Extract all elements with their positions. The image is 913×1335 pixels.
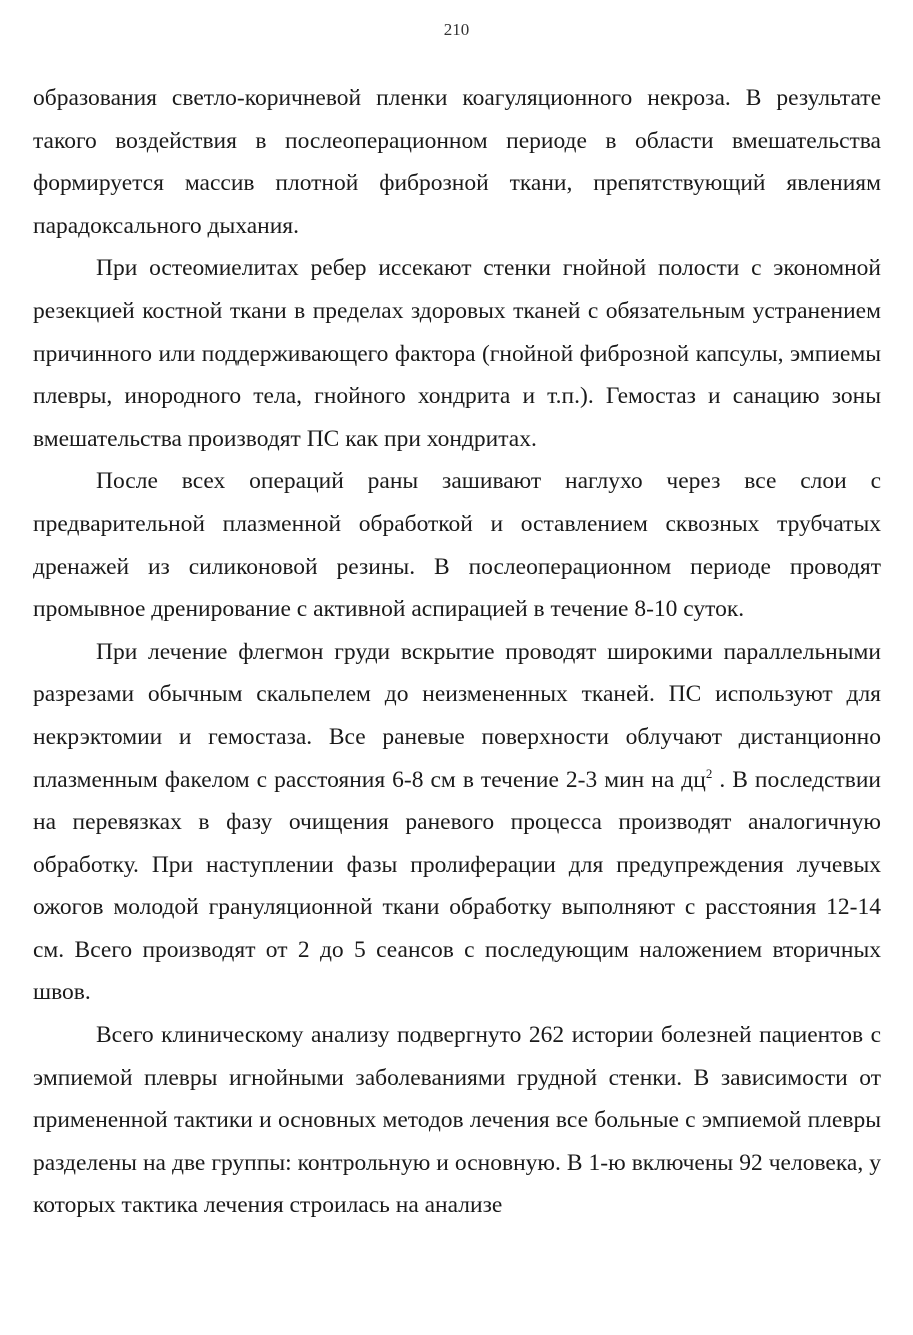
- paragraph-3: После всех операций раны зашивают наглухо через все слои с предварительной плазменной обработкой и оставлением сквозных трубчатых дренажей из силиконовой резины. В послеоперационном периоде проводят промывное дренирование с активной аспирацией в течение 8-10 суток.: [33, 468, 881, 623]
- superscript-2: 2: [705, 765, 713, 781]
- paragraph-1: образования светло-коричневой пленки коагуляционного некроза. В результате такого воздействия в послеоперационном периоде в области вмешательства формируется массив плотной фиброзной ткани, препятствующий явлениям парадоксального дыхания.: [33, 85, 881, 239]
- paragraph-4-text-end: . В последствии на перевязках в фазу очищения раневого процесса производят аналогичную обработку. При наступлении фазы пролиферации для предупреждения лучевых ожогов молодой грануляционной ткани обработку выполняют с расстояния 12-14 см. Всего производят от 2 до 5 сеансов с последующим наложением вторичных швов.: [33, 766, 881, 1006]
- paragraph-2: При остеомиелитах ребер иссекают стенки гнойной полости с экономной резекцией костной ткани в пределах здоровых тканей с обязательным устранением причинного или поддерживающего фактора (гнойной фиброзной капсулы, эмпиемы плевры, инородного тела, гнойного хондрита и т.п.). Гемостаз и санацию зоны вмешательства производят ПС как при хондритах.: [33, 255, 881, 452]
- page-number: 210: [443, 20, 470, 39]
- paragraph-5: Всего клиническому анализу подвергнуто 262 истории болезней пациентов с эмпиемой плевры игнойными заболеваниями грудной стенки. В зависимости от примененной тактики и основных методов лечения все больные с эмпиемой плевры разделены на две группы: контрольную и основную. В 1-ю включены 92 человека, у которых тактика лечения строилась на анализе: [33, 1022, 881, 1219]
- paragraph-4: [33, 631, 881, 1014]
- paragraph-4-text-start: При лечение флегмон груди вскрытие проводят широкими параллельными разрезами обычным скальпелем до неизмененных тканей. ПС используют для некрэктомии и гемостаза. Все раневые поверхности облучают дистанционно плазменным факелом с расстояния 6-8 см в течение 2-3 мин на дц: [33, 638, 881, 793]
- document-body: [33, 77, 881, 1227]
